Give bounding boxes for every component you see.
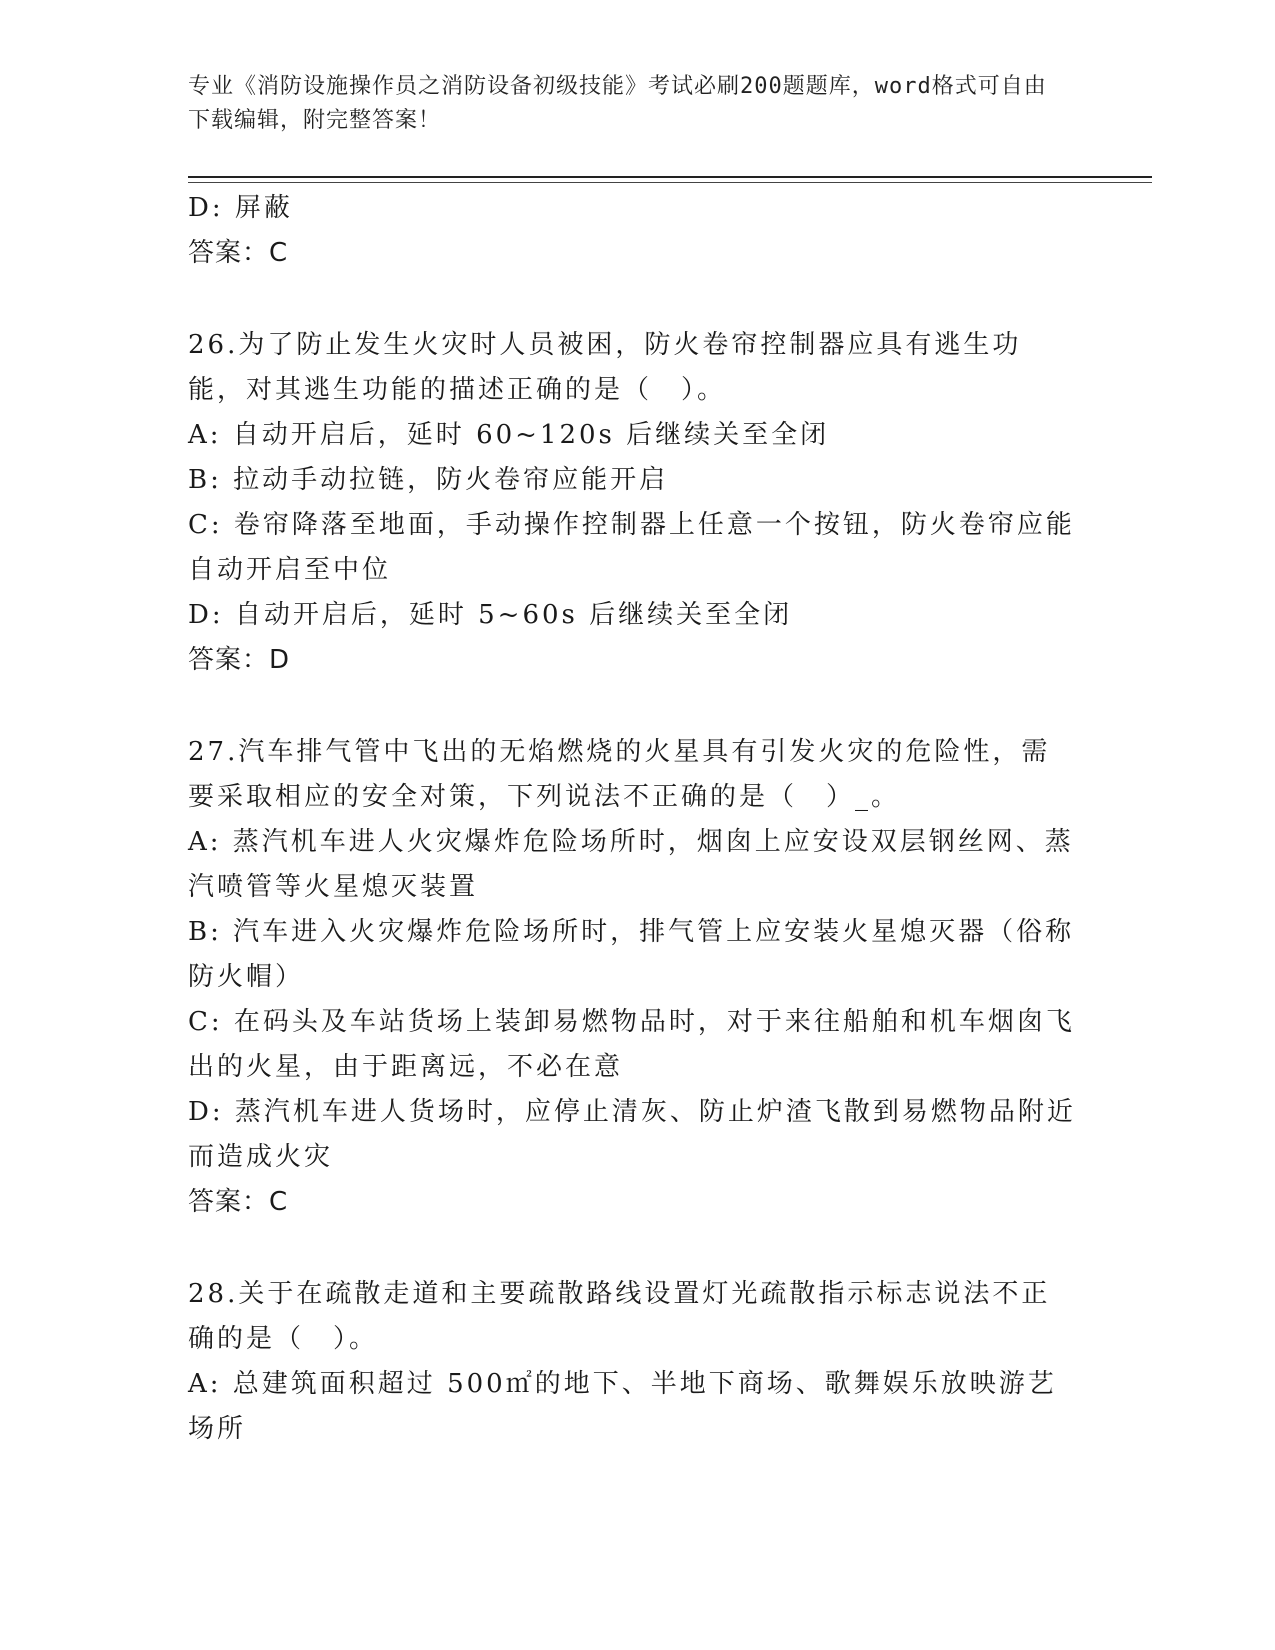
q25-answer: 答案：C bbox=[188, 238, 289, 268]
q28-stem: 28.关于在疏散走道和主要疏散路线设置灯光疏散指示标志说法不正确的是（ ）。 bbox=[188, 1279, 1051, 1354]
q27-option-c: C: 在码头及车站货场上装卸易燃物品时，对于来往船舶和机车烟囱飞出的火星，由于距离远，不必在意 bbox=[188, 1007, 1075, 1082]
q27-answer: 答案：C bbox=[188, 1187, 289, 1217]
header-rule-thin bbox=[188, 182, 1152, 183]
q27-option-b: B: 汽车进入火灾爆炸危险场所时，排气管上应安装火星熄灭器（俗称防火帽） bbox=[188, 917, 1075, 992]
q25-option-d: D: 屏蔽 bbox=[188, 193, 293, 223]
q26-option-a: A: 自动开启后，延时 60~120s 后继续关至全闭 bbox=[188, 420, 830, 450]
q27-option-a: A: 蒸汽机车进人火灾爆炸危险场所时，烟囱上应安设双层钢丝网、蒸汽喷管等火星熄灭装置 bbox=[188, 827, 1074, 902]
q26-option-d: D: 自动开启后，延时 5~60s 后继续关至全闭 bbox=[188, 600, 793, 630]
page-header: 专业《消防设施操作员之消防设备初级技能》考试必刷200题题库，word格式可自由下载编辑，附完整答案！ bbox=[188, 74, 1047, 133]
spacer bbox=[188, 276, 1078, 323]
q26-answer: 答案：D bbox=[188, 645, 291, 675]
q28-option-a: A: 总建筑面积超过 500㎡的地下、半地下商场、歌舞娱乐放映游艺场所 bbox=[188, 1369, 1057, 1444]
question-content bbox=[188, 186, 1078, 1452]
q26-option-b: B: 拉动手动拉链，防火卷帘应能开启 bbox=[188, 465, 669, 495]
q26-option-c: C: 卷帘降落至地面，手动操作控制器上任意一个按钮，防火卷帘应能自动开启至中位 bbox=[188, 510, 1075, 585]
header-rule-thick bbox=[188, 176, 1152, 178]
spacer bbox=[188, 683, 1078, 730]
q27-option-d: D: 蒸汽机车进人货场时，应停止清灰、防止炉渣飞散到易燃物品附近而造成火灾 bbox=[188, 1097, 1076, 1172]
q26-stem: 26.为了防止发生火灾时人员被困，防火卷帘控制器应具有逃生功能，对其逃生功能的描述正确的是（ ）。 bbox=[188, 330, 1022, 405]
spacer bbox=[188, 1225, 1078, 1272]
q27-stem: 27.汽车排气管中飞出的无焰燃烧的火星具有引发火灾的危险性，需要采取相应的安全对策，下列说法不正确的是（ ）_。 bbox=[188, 737, 1051, 812]
